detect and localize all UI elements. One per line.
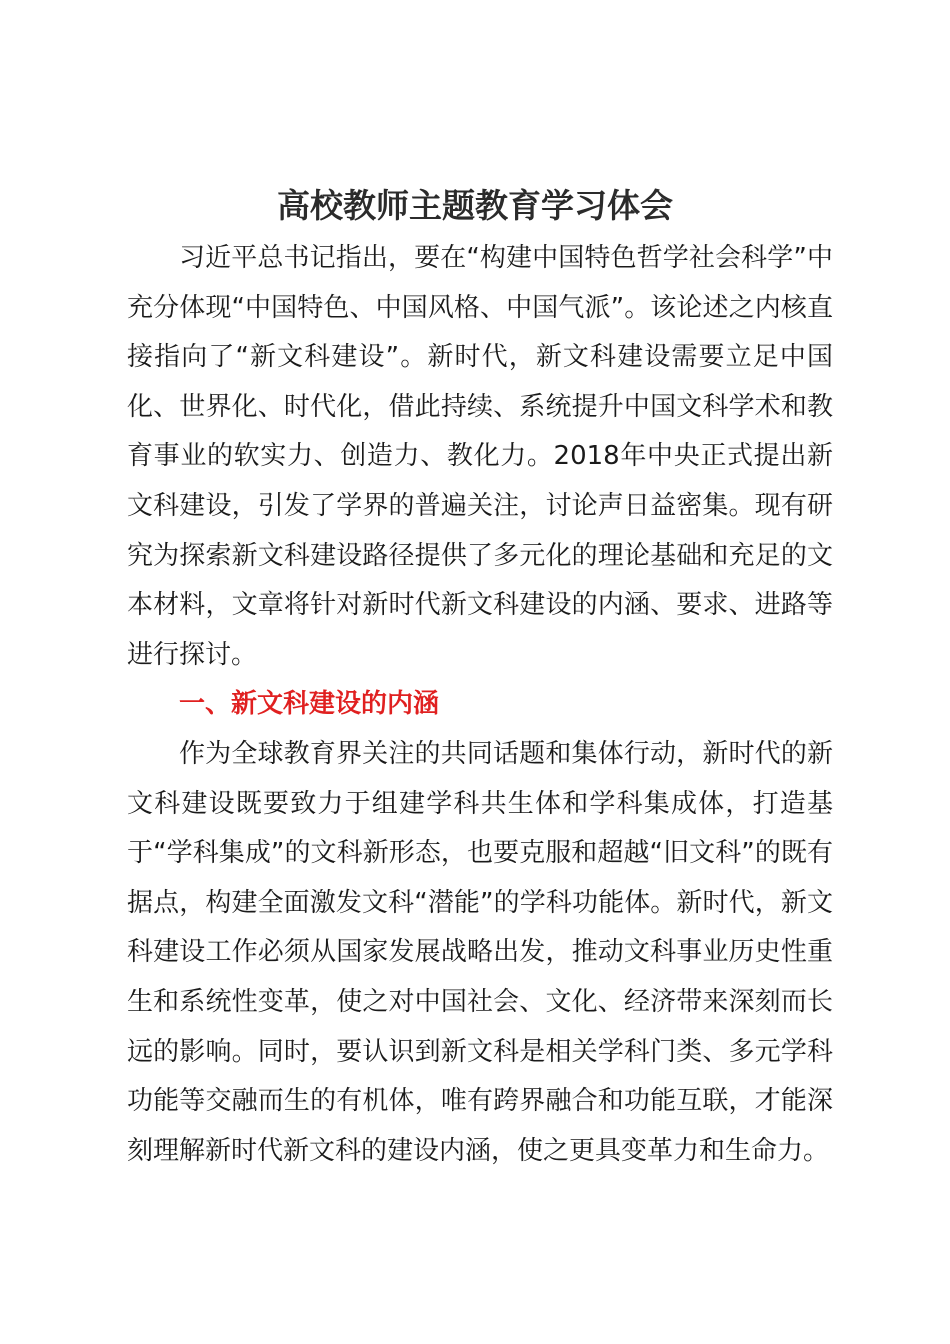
section-paragraph: 作为全球教育界关注的共同话题和集体行动，新时代的新文科建设既要致力于组建学科共生体和学科集成体，打造基于“学科集成”的文科新形态，也要克服和超越“旧文科”的既有据点，构建全面激发文科“潜能”的学科功能体。新时代，新文科建设工作必须从国家发展战略出发，推动文科事业历史性重生和系统性变革，使之对中国社会、文化、经济带来深刻而长远的影响。同时，要认识到新文科是相关学科门类、多元学科功能等交融而生的有机体，唯有跨界融合和功能互联，才能深刻理解新时代新文科的建设内涵，使之更具变革力和生命力。 — [127, 739, 833, 1166]
document-title: 高校教师主题教育学习体会 — [277, 186, 673, 225]
intro-paragraph: 习近平总书记指出，要在“构建中国特色哲学社会科学”中充分体现“中国特色、中国风格、中国气派”。该论述之内核直接指向了“新文科建设”。新时代，新文科建设需要立足中国化、世界化、时代化，借此持续、系统提升中国文科学术和教育事业的软实力、创造力、教化力。2018年中央正式提出新文科建设，引发了学界的普遍关注，讨论声日益密集。现有研究为探索新文科建设路径提供了多元化的理论基础和充足的文本材料，文章将针对新时代新文科建设的内涵、要求、进路等进行探讨。 — [127, 243, 833, 670]
section-heading: 一、新文科建设的内涵 — [179, 689, 440, 719]
